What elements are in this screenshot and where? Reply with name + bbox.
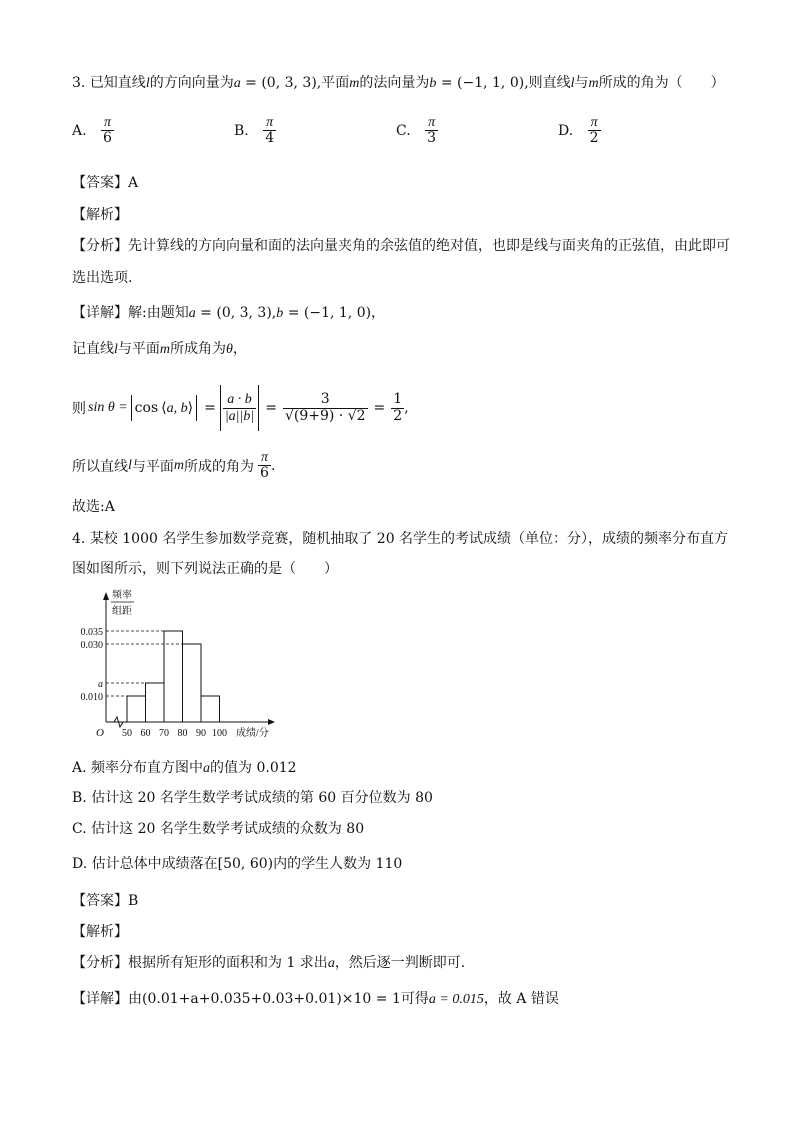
- fenxi-tag: 【分析】: [72, 955, 128, 971]
- answer-tag: 【答案】: [72, 175, 128, 191]
- q3-option-c[interactable]: [396, 115, 438, 147]
- q4-option-d[interactable]: [72, 853, 402, 873]
- q3-stem-post-c: 所成的角为（ ）: [598, 75, 725, 91]
- x-tick-label: 70: [159, 728, 169, 739]
- frac-3: $\frac{1}{2}$: [393, 391, 403, 424]
- x-tick-label: 80: [177, 728, 188, 739]
- q3-stem-post-b: 与: [574, 75, 589, 91]
- xiangjie-text: 解:由题知: [128, 305, 189, 321]
- frac-1: $\frac{a \cdot b}{|a||b|}$: [224, 392, 255, 424]
- sin-text: sin θ =: [88, 400, 128, 415]
- var-a: a: [327, 956, 335, 971]
- q3-number: 3.: [72, 75, 86, 91]
- y-tick-label: 0.010: [80, 692, 103, 703]
- xiangjie-eq2: = (−1, 1, 0)，: [287, 305, 386, 321]
- text: .: [270, 457, 276, 474]
- vec-b: b: [276, 306, 284, 321]
- q3-angle-line: [72, 338, 247, 358]
- option-text: 频率分布直方图中: [91, 760, 204, 776]
- xiangjie-result: a = 0.015: [428, 992, 484, 1007]
- vec-b: b: [429, 76, 437, 91]
- histogram-bar: [201, 696, 220, 722]
- text: ，故 A 错误: [483, 991, 559, 1007]
- option-frac: $\frac{\pi}{2}$: [589, 115, 599, 147]
- y-axis-arrow: [103, 592, 109, 600]
- q3-sin-equation: 则 sin θ = cos ⟨a, b⟩ = $\frac{a \cdot b}{|a||b|}$ = $\frac{3}{√(9+9) \cdot √2}$ = $\frac{1}{2}$ ,: [72, 385, 409, 431]
- option-interval: [50, 60): [217, 856, 274, 872]
- y-tick-label: a: [98, 679, 103, 690]
- option-text: 的值为 0.012: [210, 760, 297, 776]
- option-var: a: [203, 761, 211, 776]
- var-m: m: [349, 76, 360, 91]
- q4-stem-line1: [72, 528, 728, 548]
- fenxi-text: ，然后逐一判断即可.: [334, 955, 466, 971]
- option-text: 估计这 20 名学生数学考试成绩的众数为 80: [91, 821, 365, 837]
- cos-text: cos: [134, 400, 159, 416]
- answer-tag: 【答案】: [72, 893, 128, 909]
- histogram-chart: [68, 586, 298, 746]
- histogram-bar: [146, 683, 165, 722]
- text: 与平面: [131, 458, 174, 475]
- option-frac: $\frac{\pi}{4}$: [265, 115, 275, 147]
- text: 记直线: [72, 341, 114, 357]
- option-frac: $\frac{\pi}{6}$: [103, 115, 112, 147]
- x-tick-label: 100: [212, 728, 227, 739]
- option-label: D.: [72, 856, 88, 872]
- q4-analysis-tag: 【解析】: [72, 924, 128, 940]
- answer-value: B: [128, 893, 139, 909]
- var-l: l: [114, 342, 118, 357]
- var-l: l: [570, 76, 575, 91]
- text: 所成角为: [170, 341, 227, 357]
- option-label: A.: [72, 760, 87, 776]
- y-tick-label: 0.030: [80, 640, 103, 651]
- eq-b: = (−1, 1, 0): [440, 75, 525, 91]
- text: 则: [72, 401, 86, 417]
- histogram-bar: [164, 631, 183, 722]
- q3-answer: [72, 172, 138, 192]
- x-axis-arrow: [268, 719, 275, 725]
- q3-xiangjie: [72, 302, 385, 322]
- x-axis-label: 成绩/分: [236, 728, 269, 739]
- xiangjie-tag: 【详解】: [72, 305, 128, 321]
- q4-fenxi: [72, 952, 465, 972]
- q3-stem-plane: ,平面: [316, 75, 350, 91]
- q3-option-b[interactable]: [234, 115, 276, 147]
- frac-2: $\frac{3}{√(9+9) \cdot √2}$: [284, 391, 366, 424]
- abs-bar: [196, 395, 197, 421]
- text: 可得: [400, 991, 429, 1007]
- abs-bar: [131, 395, 132, 421]
- origin-label: O: [96, 727, 104, 739]
- q3-stem-normal: 的法向量为: [359, 75, 430, 91]
- abs-bar: [258, 385, 259, 431]
- angle-bracket: ⟨a, b⟩: [161, 399, 194, 416]
- q4-answer: [72, 890, 138, 910]
- y-tick-label: 0.035: [80, 627, 103, 638]
- option-label: D.: [558, 122, 574, 139]
- option-label: C.: [396, 122, 411, 139]
- option-label: A.: [72, 122, 87, 139]
- q4-stem-line2: 图如图所示，则下列说法正确的是（ ）: [72, 561, 338, 577]
- vec-a: a: [188, 306, 196, 321]
- text: ，: [232, 341, 247, 357]
- xiangjie-tag: 【详解】: [72, 991, 128, 1007]
- eq-a: = (0, 3, 3): [245, 75, 317, 91]
- xiangjie-eq: = (0, 3, 3),: [200, 305, 277, 321]
- abs-bar: [220, 385, 221, 431]
- q3-fenxi: [72, 235, 730, 255]
- x-tick-label: 50: [122, 728, 132, 739]
- option-label: B.: [234, 122, 249, 139]
- option-frac: $\frac{\pi}{3}$: [427, 115, 437, 147]
- var-m: m: [588, 76, 599, 91]
- q3-fenxi-line2: 选出选项.: [72, 270, 133, 286]
- option-label: B.: [72, 790, 87, 806]
- y-axis-label-top: 频率: [112, 590, 132, 601]
- histogram-bar: [127, 696, 146, 722]
- text: 与平面: [117, 341, 160, 357]
- option-text: 估计总体中成绩落在: [91, 856, 218, 872]
- fenxi-text: 根据所有矩形的面积和为 1 求出: [128, 955, 328, 971]
- option-text: 估计这 20 名学生数学考试成绩的第 60 百分位数为 80: [91, 790, 433, 806]
- q3-option-d[interactable]: [558, 115, 601, 147]
- q4-number: 4.: [72, 531, 86, 547]
- xiangjie-eq: (0.01+a+0.035+0.03+0.01)×10 = 1: [142, 991, 401, 1007]
- var-m: m: [159, 342, 171, 357]
- q3-conclusion: [72, 450, 275, 482]
- text: 所以直线: [72, 458, 128, 475]
- fenxi-line: 先计算线的方向向量和面的法向量夹角的余弦值的绝对值，也即是线与面夹角的正弦值，由此即可: [128, 238, 730, 254]
- q4-option-c[interactable]: [72, 818, 364, 838]
- option-text: 内的学生人数为 110: [273, 856, 403, 872]
- text: 由: [128, 991, 142, 1007]
- option-label: C.: [72, 821, 87, 837]
- q3-stem: [72, 72, 725, 92]
- frac-so: $\frac{\pi}{6}$: [260, 450, 269, 482]
- q3-stem-dir: 的方向向量为: [149, 75, 234, 91]
- q3-choose: 故选:A: [72, 499, 115, 515]
- text: 所成的角为: [184, 458, 255, 475]
- x-tick-label: 90: [196, 728, 206, 739]
- q4-option-a[interactable]: [72, 757, 297, 777]
- var-l: l: [128, 457, 132, 473]
- var-l: l: [145, 76, 150, 91]
- x-tick-label: 60: [140, 728, 151, 739]
- q3-stem-post-a: ,则直线: [524, 75, 571, 91]
- histogram-bar: [183, 644, 202, 722]
- var-m: m: [173, 457, 185, 473]
- q3-option-a[interactable]: [72, 115, 114, 147]
- answer-value: A: [128, 175, 139, 191]
- vec-a: a: [233, 76, 241, 91]
- fenxi-tag: 【分析】: [72, 238, 128, 254]
- y-axis-label-bottom: 组距: [112, 606, 132, 617]
- q4-xiangjie: [72, 988, 559, 1008]
- q3-analysis-tag: 【解析】: [72, 207, 128, 223]
- q4-stem-text: 某校 1000 名学生参加数学竞赛，随机抽取了 20 名学生的考试成绩（单位：分），成绩的频率分布直方: [89, 531, 729, 547]
- var-theta: θ: [226, 342, 233, 357]
- q4-option-b[interactable]: [72, 787, 433, 807]
- q3-stem-pre: 已知直线: [89, 75, 146, 91]
